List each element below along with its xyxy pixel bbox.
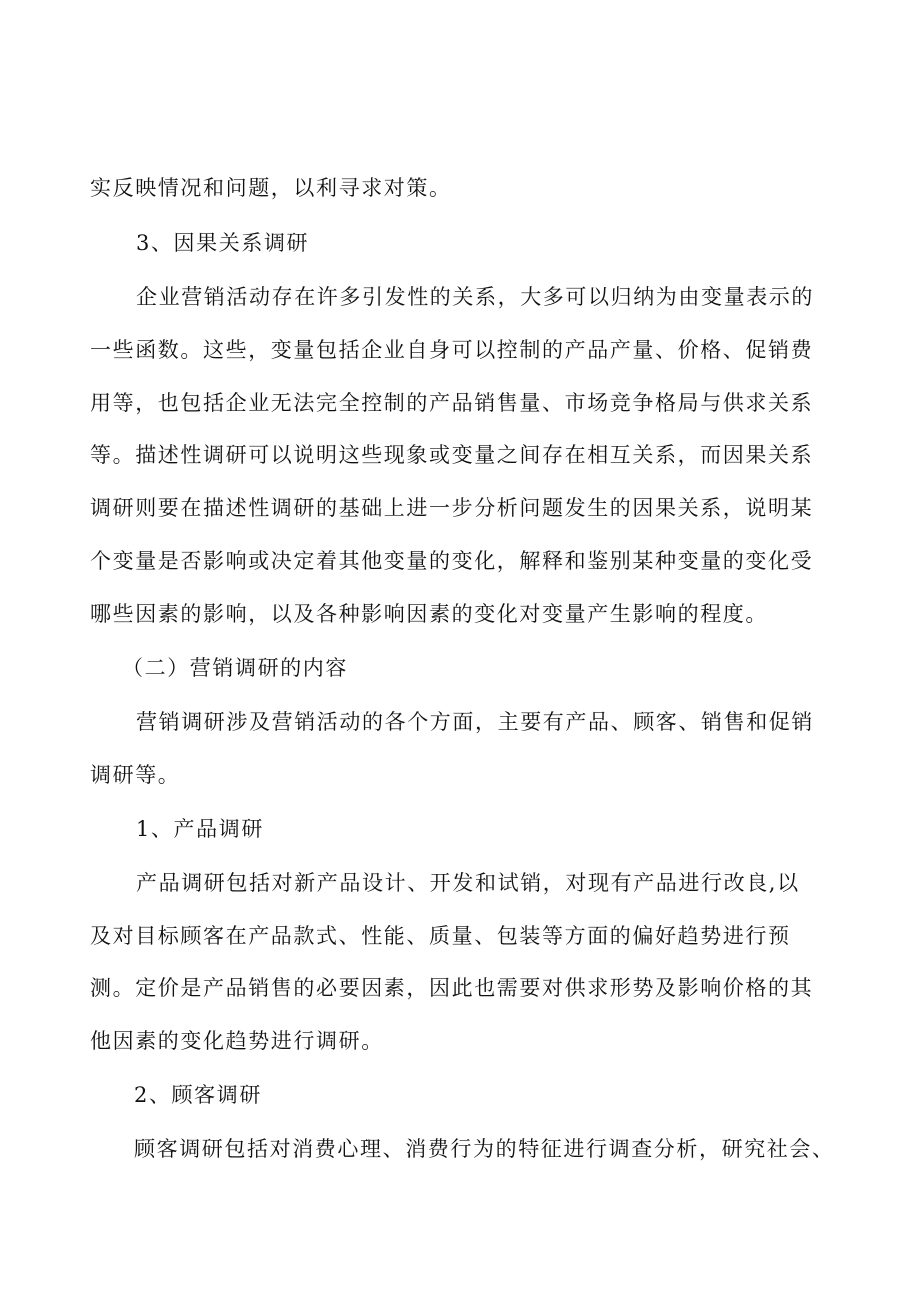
paragraph-line: 企业营销活动存在许多引发性的关系，大多可以归纳为由变量表示的 [136,285,814,309]
paragraph-line: 等。描述性调研可以说明这些现象或变量之间存在相互关系，而因果关系 [90,443,814,467]
paragraph-line: 哪些因素的影响，以及各种影响因素的变化对变量产生影响的程度。 [90,602,768,626]
paragraph-line: 及对目标顾客在产品款式、性能、质量、包装等方面的偏好趋势进行预 [90,924,791,948]
paragraph-line: 产品调研包括对新产品设计、开发和试销，对现有产品进行改良,以 [136,871,800,895]
paragraph-line: 顾客调研包括对消费心理、消费行为的特征进行调查分析，研究社会、 [134,1137,835,1161]
paragraph-line: 用等，也包括企业无法完全控制的产品销售量、市场竞争格局与供求关系 [90,391,814,415]
paragraph-line: 他因素的变化趋势进行调研。 [90,1029,384,1053]
paragraph-line: 营销调研涉及营销活动的各个方面，主要有产品、顾客、销售和促销 [136,710,814,734]
section-heading-customer-research: 2、顾客调研 [134,1083,262,1107]
paragraph-line: 调研则要在描述性调研的基础上进一步分析问题发生的因果关系，说明某 [90,496,814,520]
section-heading-causal-research: 3、因果关系调研 [136,231,310,255]
paragraph-line: 测。定价是产品销售的必要因素，因此也需要对供求形势及影响价格的其 [90,976,814,1000]
section-heading-product-research: 1、产品调研 [136,817,264,841]
paragraph-line: 调研等。 [90,763,181,787]
paragraph-line: 个变量是否影响或决定着其他变量的变化，解释和鉴别某种变量的变化受 [90,549,814,573]
paragraph-line: 一些函数。这些，变量包括企业自身可以控制的产品产量、价格、促销费 [90,338,814,362]
paragraph-continuation: 实反映情况和问题，以利寻求对策。 [90,176,452,200]
section-heading-research-content: （二）营销调研的内容 [122,656,348,680]
